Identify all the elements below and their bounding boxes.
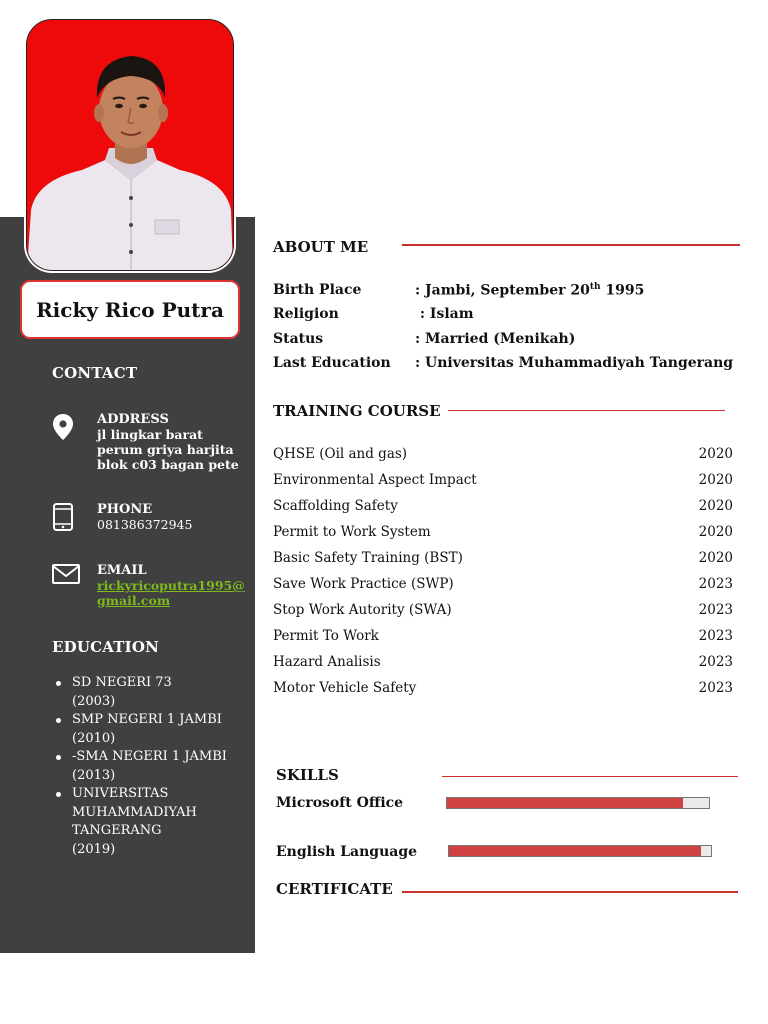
training-year: 2020 [698, 498, 733, 514]
last-education-label: Last Education [273, 355, 391, 371]
education-item [52, 674, 227, 711]
training-name: Stop Work Autority (SWA) [273, 602, 452, 618]
profile-photo [26, 19, 234, 271]
address-line-2: perum griya harjita [97, 442, 234, 457]
education-school: SMP NEGERI 1 JAMBI [72, 712, 222, 727]
training-heading: TRAINING COURSE [273, 402, 441, 420]
education-school: UNIVERSITAS [72, 786, 169, 801]
contact-phone [50, 502, 245, 536]
contact-address [50, 412, 245, 472]
address-line-3: blok c03 bagan pete [97, 457, 239, 472]
status-label: Status [273, 331, 324, 347]
last-education-value: : Universitas Muhammadiyah Tangerang [415, 355, 734, 371]
skill-bar-fill [449, 846, 701, 856]
email-link-line-1[interactable]: rickyricoputra1995@ [97, 578, 245, 593]
portrait-image [27, 20, 233, 270]
education-year: (2003) [72, 693, 116, 709]
training-year: 2023 [698, 654, 733, 670]
education-school-cont: MUHAMMADIYAH [72, 804, 197, 820]
training-name: Environmental Aspect Impact [273, 472, 477, 488]
training-year: 2020 [698, 472, 733, 488]
about-divider [402, 244, 740, 246]
education-heading: EDUCATION [52, 638, 160, 656]
skill-label: Microsoft Office [276, 795, 404, 811]
skills-divider [442, 776, 738, 777]
training-year: 2023 [698, 628, 733, 644]
name-card [20, 280, 240, 339]
education-year: (2010) [72, 730, 116, 746]
phone-icon [52, 503, 74, 535]
status-value: : Married (Menikah) [415, 331, 576, 347]
training-name: Permit to Work System [273, 524, 431, 540]
religion-label: Religion [273, 306, 339, 322]
education-school-cont: TANGERANG [72, 823, 162, 838]
skills-heading: SKILLS [276, 766, 339, 784]
training-year: 2023 [698, 576, 733, 592]
education-school: SD NEGERI 73 [72, 675, 172, 690]
training-name: Save Work Practice (SWP) [273, 576, 454, 592]
address-label: ADDRESS [97, 412, 169, 427]
training-name: Basic Safety Training (BST) [273, 550, 463, 566]
education-item [52, 711, 227, 748]
training-year: 2020 [698, 550, 733, 566]
address-line-1: jl lingkar barat [97, 427, 203, 442]
skill-bar-fill [447, 798, 683, 808]
about-heading: ABOUT ME [273, 238, 369, 256]
religion-value: : Islam [415, 306, 474, 322]
education-year: (2013) [72, 767, 116, 783]
email-label: EMAIL [97, 563, 147, 578]
envelope-icon [52, 564, 80, 588]
education-year: (2019) [72, 841, 116, 857]
training-year: 2023 [698, 680, 733, 696]
phone-number: 081386372945 [97, 517, 193, 532]
education-list [52, 674, 227, 859]
birth-place-value: : Jambi, September 20th 1995 [415, 282, 645, 299]
training-year: 2023 [698, 602, 733, 618]
contact-heading: CONTACT [52, 364, 138, 382]
training-name: Hazard Analisis [273, 654, 381, 670]
training-year: 2020 [698, 524, 733, 540]
education-school: -SMA NEGERI 1 JAMBI [72, 749, 227, 764]
training-name: Motor Vehicle Safety [273, 680, 417, 696]
training-divider [448, 410, 725, 411]
skill-label: English Language [276, 844, 418, 860]
location-pin-icon [52, 413, 74, 445]
education-item [52, 748, 227, 785]
skill-bar-english-language [448, 845, 712, 857]
skill-bar-microsoft-office [446, 797, 710, 809]
contact-email [50, 563, 245, 611]
training-name: QHSE (Oil and gas) [273, 446, 408, 462]
phone-label: PHONE [97, 502, 153, 517]
certificate-divider [402, 891, 738, 893]
certificate-heading: CERTIFICATE [276, 880, 393, 898]
training-year: 2020 [698, 446, 733, 462]
training-name: Permit To Work [273, 628, 379, 644]
person-name: Ricky Rico Putra [36, 297, 224, 322]
training-name: Scaffolding Safety [273, 498, 398, 514]
education-item [52, 785, 227, 859]
email-link-line-2[interactable]: gmail.com [97, 593, 171, 608]
birth-place-label: Birth Place [273, 282, 362, 298]
